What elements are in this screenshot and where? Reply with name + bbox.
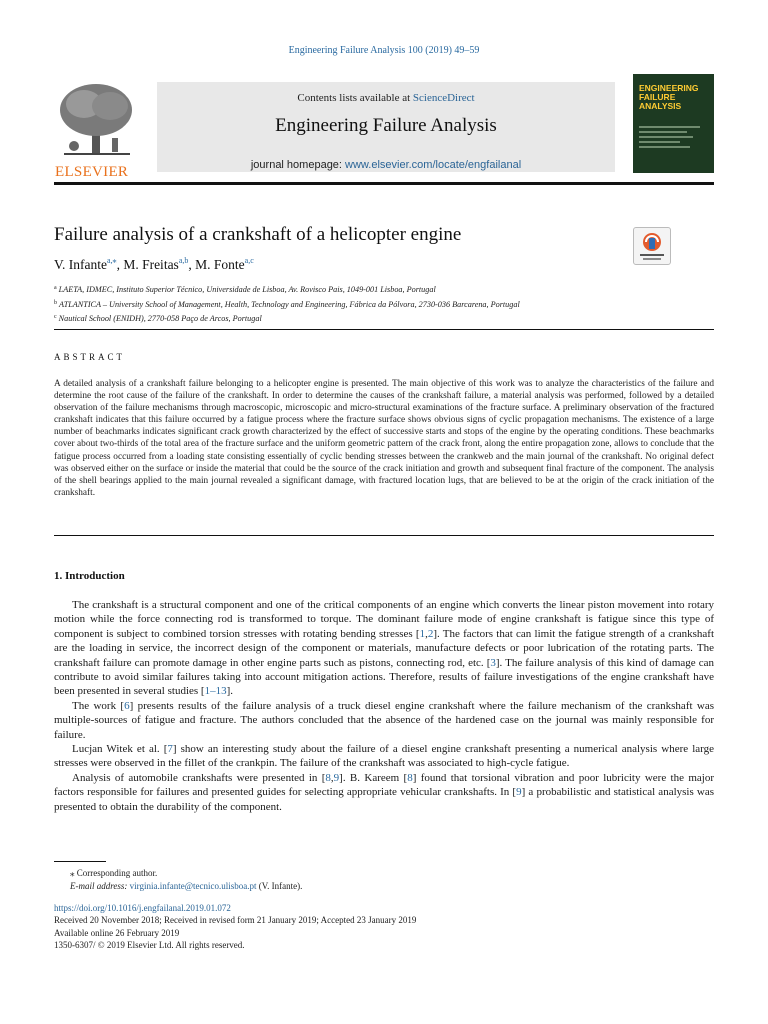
paragraph	[54, 771, 714, 814]
elsevier-tree-logo	[54, 80, 140, 180]
text-run: Analysis of automobile crankshafts were presented in [	[72, 771, 326, 784]
footnote-mark: ⁎	[70, 868, 75, 878]
journal-citation[interactable]: Engineering Failure Analysis 100 (2019) 49–59	[288, 45, 480, 56]
check-updates-icon	[634, 228, 670, 264]
footnote-text: Corresponding author.	[74, 868, 158, 878]
footnote-divider	[54, 861, 106, 862]
citation-link[interactable]: 6	[124, 699, 130, 712]
check-for-updates-badge[interactable]	[633, 227, 671, 265]
author-name[interactable]: V. Infante	[54, 257, 107, 272]
email-suffix: (V. Infante).	[256, 881, 303, 891]
affiliation-divider	[54, 329, 714, 330]
author-name[interactable]: M. Fonte	[195, 257, 245, 272]
citation-link[interactable]: 9	[333, 771, 340, 784]
cover-decoration	[639, 126, 707, 151]
publication-info	[54, 902, 416, 951]
journal-info-box	[157, 82, 615, 172]
introduction-body	[54, 598, 714, 814]
citation-link[interactable]: 7	[167, 743, 173, 756]
text-run: Lucjan Witek et al. [	[72, 743, 168, 756]
citation-link[interactable]: 1	[419, 627, 426, 640]
text-run: ] show an interesting study about the failure of a diesel engine crankshaft presenting a numerical analysis where large stresses were observed in the fillet of the crankpin. The failure of the crankshaft was associated to high-cycle fatigue.	[54, 743, 714, 770]
abstract-divider	[54, 535, 714, 536]
text-run: The work [	[72, 699, 125, 712]
affiliation-text: LAETA, IDMEC, Instituto Superior Técnico, Universidade de Lisboa, Av. Rovisco Pais, 1049-001 Lisboa, Portugal	[58, 285, 436, 294]
section-heading: 1. Introduction	[54, 570, 125, 582]
affiliation-key: a	[54, 285, 57, 291]
text-run: ] found that torsional vibration and poor lubricity were the major factors responsible for failures and presented guides for selecting appropriate vehicular crankshafts. In [	[54, 771, 715, 799]
journal-header	[54, 72, 714, 180]
text-run: ] a probabilistic and statistical analysis was presented to obtain the durability of the component.	[54, 786, 715, 813]
text-run: ]. B. Kareem [	[339, 771, 408, 784]
email-link[interactable]: virginia.infante@tecnico.ulisboa.pt	[129, 881, 257, 891]
homepage-prefix: journal homepage:	[250, 159, 346, 171]
affiliation-text: Nautical School (ENIDH), 2770-058 Paço de Arcos, Portugal	[58, 314, 262, 323]
citation-link[interactable]: 2	[427, 627, 434, 640]
paragraph	[54, 742, 714, 771]
paragraph	[54, 598, 714, 699]
author-sup[interactable]: a,c	[244, 256, 254, 265]
affiliation-text: ATLANTICA – University School of Management, Health, Technology and Engineering, Fábrica da Pólvora, 2730-036 Barcarena, Portugal	[59, 299, 520, 309]
cover-title-line: ENGINEERING	[639, 83, 699, 93]
text-run: ] presents results of the failure analysis of a truck diesel engine crankshaft where the failure mechanism of the crankshaft was multiple-sources of fatigue and fracture. The authors concluded that the absence of the hardened case on the journal was mainly responsible for failure.	[54, 699, 715, 741]
received-dates: Received 20 November 2018; Received in revised form 21 January 2019; Accepted 23 January 2019	[54, 915, 417, 926]
citation-link[interactable]: 8	[325, 771, 331, 784]
copyright-line: 1350-6307/ © 2019 Elsevier Ltd. All rights reserved.	[54, 939, 245, 950]
publisher-wordmark: ELSEVIER	[55, 164, 129, 180]
affiliation-key: c	[54, 314, 57, 320]
corresponding-author-note	[54, 867, 302, 880]
paragraph	[54, 699, 714, 742]
citation-link[interactable]: 9	[516, 786, 522, 799]
cover-title-line: FAILURE	[639, 92, 676, 102]
abstract-text: A detailed analysis of a crankshaft failure belonging to a helicopter engine is presented. The main objective of this work was to analyze the characteristics of the failure and determine the root cause of the failure of the crankshaft. In order to determine the causes of the crankshaft failure, a material analysis was performed, followed by a detailed observation of the failure mechanisms through macroscopic, microscopic and micro-structural examinations of the fracture surface. A preliminary observation of the fractured crankshaft indicates that this failure occurred by a fatigue process where the fracture surface shows obvious signs of cyclic propagation mechanisms. The existence of a large number of beachmarks indicates significant crack growth characterized by the effect of successive starts and stops of the engine by the operating conditions. These beachmarks cover about two-thirds of the total area of the fracture surface and the uniform geometric pattern of the crack front, along the entire propagation zone, allows to conclude that the fatigue process occurred from a loading state consisting essentially of cyclic bending stresses between the crankweb and the main journal of the crankshaft. No original defect was observed either on the surface or inside the material that could be the source of the crack initiation and growth and subsequent final fracture of the component. The analysis of the shell bearings applied to the main journal revealed a significant damage, with fractured location lugs, that are believed to be at the origin of the crack initiation of the crankshaft.	[54, 379, 714, 498]
affiliation-key: b	[54, 299, 57, 306]
text-run: ]. The factors that can limit the fatigue strength of a crankshaft are the loading in service, the incorrect design of the component or materials, manufacture defects or poor lubrication of the rotating parts. The crankshaft failure can promote damage in other engine parts such as pistons, connecting rod, etc. [	[54, 627, 715, 669]
homepage-link[interactable]: www.elsevier.com/locate/engfailanal	[345, 159, 522, 171]
contents-line	[157, 92, 615, 104]
affiliations	[54, 282, 520, 326]
abstract-heading: ABSTRACT	[54, 352, 126, 362]
author-list: V. Infante$^{a,⁎}$, M. Freitas$^{a,b}$, M. Fonte$^{a,c}$	[54, 256, 254, 272]
doi-link[interactable]: https://doi.org/10.1016/j.engfailanal.2019.01.072	[54, 903, 231, 913]
text-run: ].	[226, 685, 234, 698]
author-sup[interactable]: a,⁎	[107, 256, 117, 265]
sciencedirect-link[interactable]: ScienceDirect	[412, 92, 475, 104]
email-label: E-mail address:	[70, 881, 130, 891]
author-sup[interactable]: a,b	[178, 256, 189, 265]
header-divider	[54, 182, 714, 185]
available-online: Available online 26 February 2019	[54, 927, 180, 938]
footnotes	[54, 867, 302, 893]
text-run: ]. The failure analysis of this kind of damage can contribute to avoid similar failures taking into account mitigation actions. Therefore, results of failure investigations of the engine crankshaft have been presented in several studies [	[54, 656, 715, 698]
citation-link[interactable]: 3	[490, 656, 496, 669]
text-run: The crankshaft is a structural component and one of the critical components of an engine which converts the linear piston movement into rotary motion while the force connecting rod is transformed to torque. The dominant failure mode of engine crankshaft is fatigue since this type of component is subject to combined torsion stresses with rotating bending stresses [	[54, 599, 714, 640]
affiliation	[54, 311, 520, 326]
citation-link[interactable]: 8	[407, 771, 413, 784]
cover-title	[639, 84, 699, 111]
article-title: Failure analysis of a crankshaft of a helicopter engine	[54, 224, 462, 245]
affiliation	[54, 282, 520, 297]
author-name[interactable]: M. Freitas	[123, 257, 179, 272]
contents-prefix: Contents lists available at	[297, 92, 413, 104]
citation-link[interactable]: 1–13	[204, 685, 227, 698]
journal-cover-thumbnail[interactable]	[633, 74, 714, 173]
text-run: ,	[330, 771, 334, 784]
cover-title-line: ANALYSIS	[639, 101, 682, 111]
homepage-line	[157, 159, 615, 171]
affiliation	[54, 297, 520, 312]
journal-name: Engineering Failure Analysis	[275, 115, 497, 136]
text-run: ,	[425, 627, 428, 640]
email-note	[54, 880, 302, 893]
